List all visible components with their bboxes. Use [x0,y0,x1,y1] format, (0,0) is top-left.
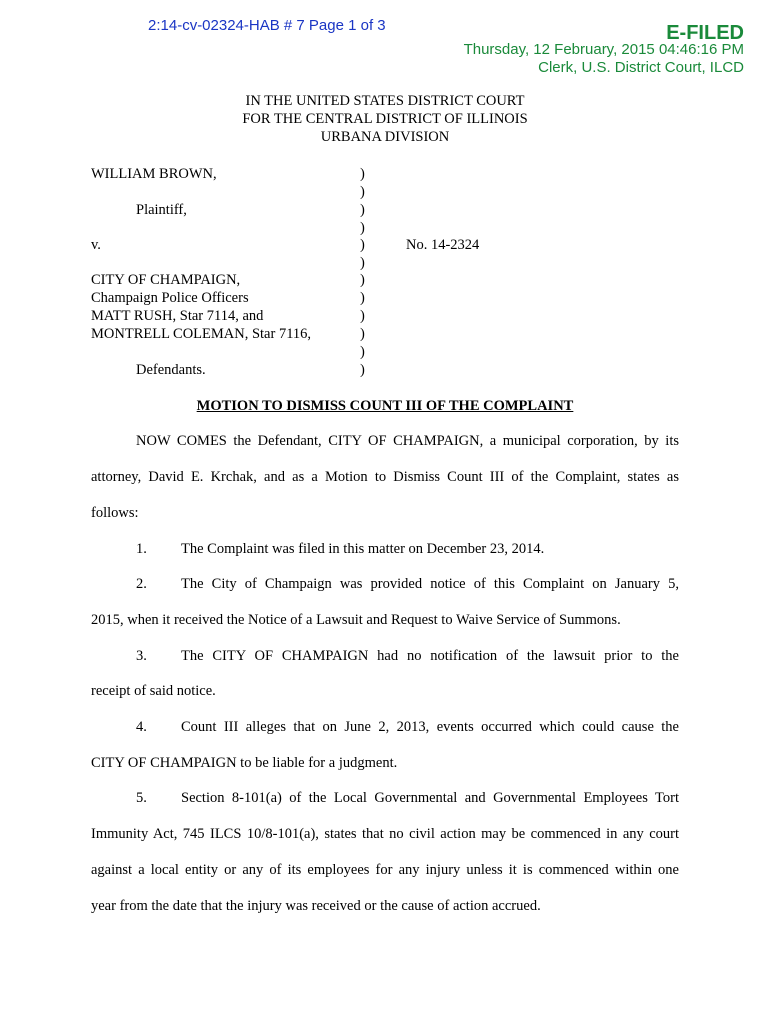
defendant-line: Champaign Police Officers [91,290,249,306]
court-heading-line2: FOR THE CENTRAL DISTRICT OF ILLINOIS [242,111,528,127]
intro-line: attorney, David E. Krchak, and as a Motion to Dismiss Count III of the Complaint, states as [91,469,679,485]
caption-paren: ) [360,290,365,306]
caption-paren: ) [360,272,365,288]
caption-paren: ) [360,184,365,200]
paragraph-text: Count III alleges that on June 2, 2013, events occurred which could cause the [181,719,679,735]
intro-line: NOW COMES the Defendant, CITY OF CHAMPAIGN, a municipal corporation, by its [136,433,679,449]
paragraph-text: The CITY OF CHAMPAIGN had no notification of the lawsuit prior to the [181,648,679,664]
caption-paren: ) [360,202,365,218]
caption-paren: ) [360,362,365,378]
motion-title: MOTION TO DISMISS COUNT III OF THE COMPLAINT [196,398,574,414]
efiled-stamp: E-FILED [666,22,744,44]
paragraph-number: 1. [136,541,147,557]
filed-clerk: Clerk, U.S. District Court, ILCD [538,59,744,76]
paragraph-text: against a local entity or any of its employees for any injury unless it is commenced within one [91,862,679,878]
caption-paren: ) [360,166,365,182]
intro-line: follows: [91,505,139,521]
paragraph-number: 2. [136,576,147,592]
caption-paren: ) [360,308,365,324]
paragraph-text: The City of Champaign was provided notice of this Complaint on January 5, [181,576,679,592]
paragraph-text: Section 8-101(a) of the Local Governmental and Governmental Employees Tort [181,790,679,806]
caption-paren: ) [360,255,365,271]
court-heading-line1: IN THE UNITED STATES DISTRICT COURT [245,93,525,109]
docket-header: 2:14-cv-02324-HAB # 7 Page 1 of 3 [148,17,386,34]
filed-date: Thursday, 12 February, 2015 04:46:16 PM [463,41,744,58]
paragraph-text: receipt of said notice. [91,683,216,699]
caption-paren: ) [360,326,365,342]
paragraph-number: 3. [136,648,147,664]
caption-paren: ) [360,237,365,253]
paragraph-text: CITY OF CHAMPAIGN to be liable for a judgment. [91,755,398,771]
court-heading-line3: URBANA DIVISION [320,129,450,145]
defendant-line: MATT RUSH, Star 7114, and [91,308,264,324]
defendant-role: Defendants. [136,362,206,378]
paragraph-text: Immunity Act, 745 ILCS 10/8-101(a), states that no civil action may be commenced in any court [91,826,679,842]
paragraph-number: 5. [136,790,147,806]
paragraph-text: 2015, when it received the Notice of a Lawsuit and Request to Waive Service of Summons. [91,612,621,628]
plaintiff-role: Plaintiff, [136,202,187,218]
paragraph-number: 4. [136,719,147,735]
defendant-line: MONTRELL COLEMAN, Star 7116, [91,326,312,342]
caption-paren: ) [360,344,365,360]
plaintiff-name: WILLIAM BROWN, [91,166,217,182]
paragraph-text: The Complaint was filed in this matter on December 23, 2014. [181,541,545,557]
versus: v. [91,237,101,253]
paragraph-text: year from the date that the injury was received or the cause of action accrued. [91,898,541,914]
case-number: No. 14-2324 [406,237,480,253]
caption-paren: ) [360,220,365,236]
defendant-line: CITY OF CHAMPAIGN, [91,272,241,288]
